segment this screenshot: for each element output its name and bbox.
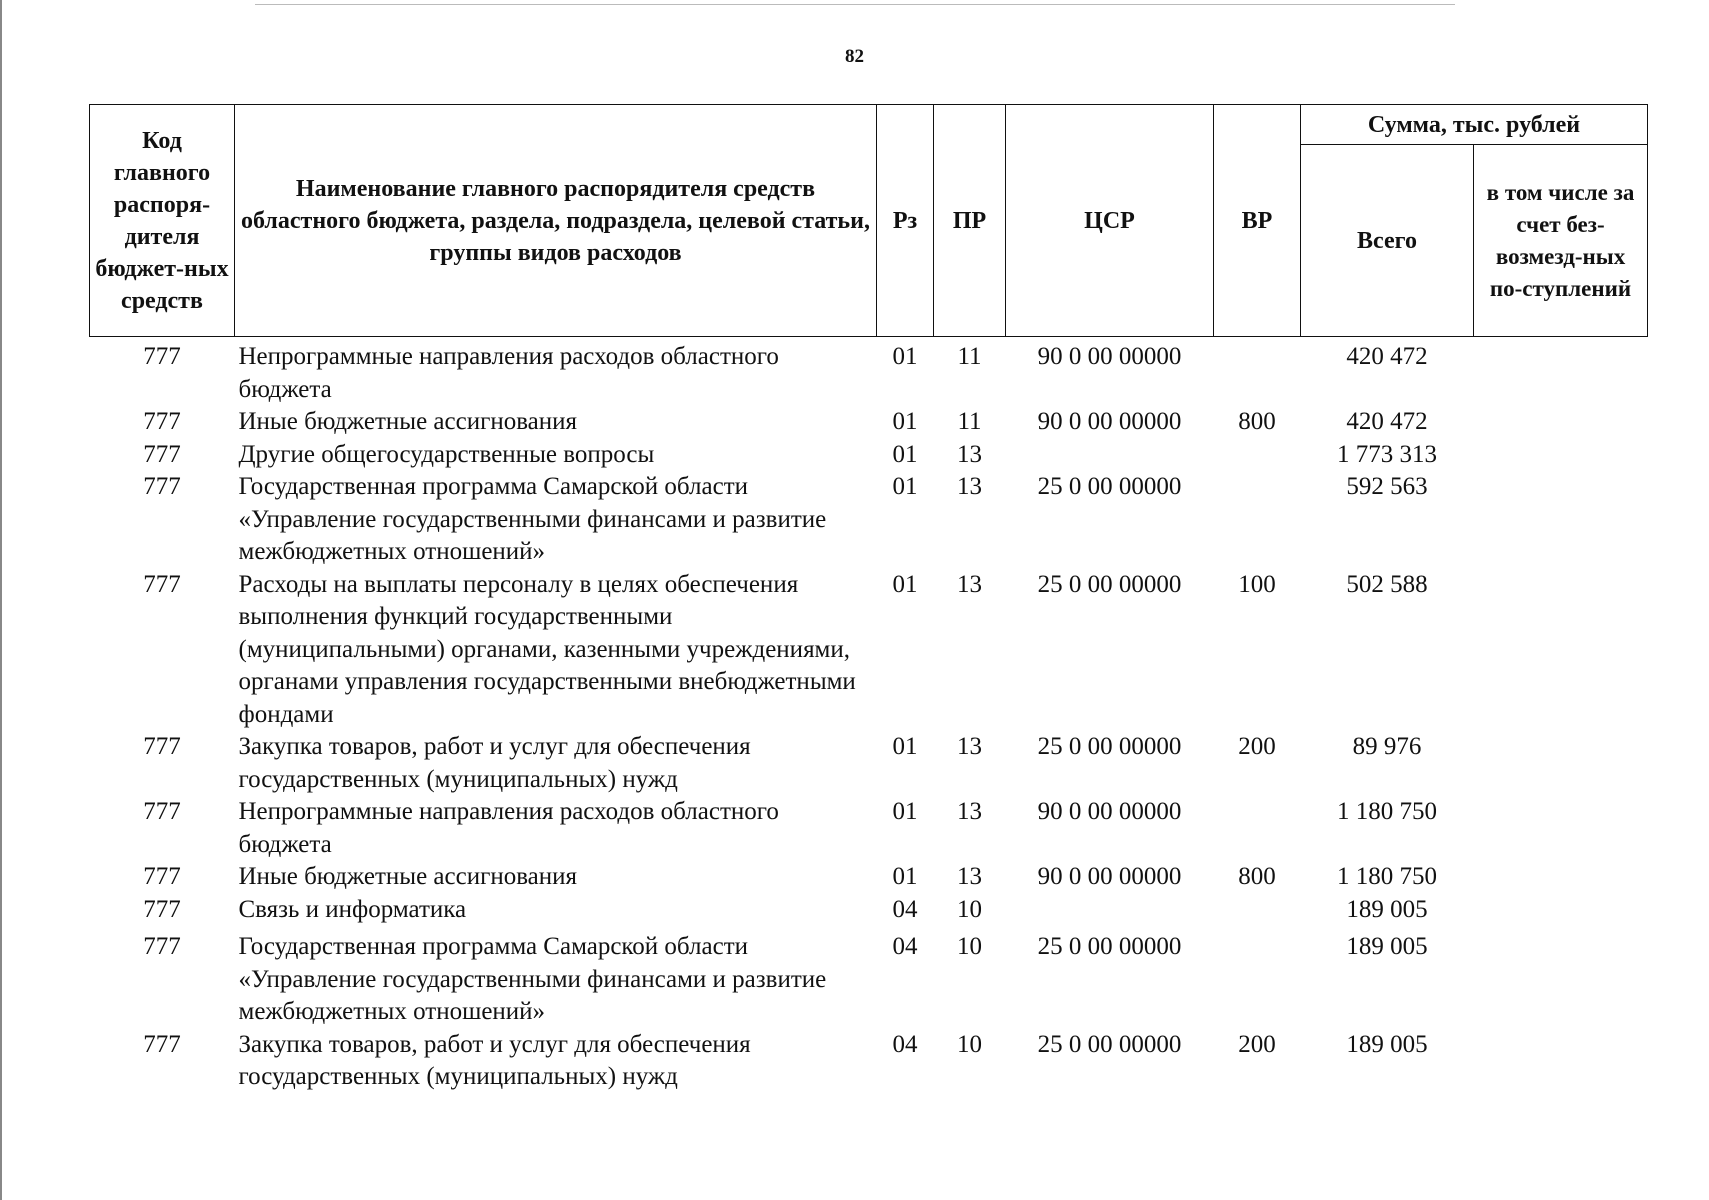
cell-csr: 25 0 00 00000: [1037, 933, 1182, 960]
cell-total: 420 472: [1346, 408, 1428, 435]
cell-grants: [1474, 894, 1648, 927]
cell-vr: [1214, 337, 1301, 407]
cell-total: 1 180 750: [1337, 798, 1437, 825]
cell-grants: [1474, 1029, 1648, 1094]
cell-total: 502 588: [1346, 570, 1428, 598]
table-row: [90, 406, 1648, 439]
cell-vr: 200: [1238, 1030, 1276, 1058]
cell-csr: 90 0 00 00000: [1037, 798, 1182, 825]
header-sum: Сумма, тыс. рублей: [1301, 105, 1648, 145]
table-row: [90, 731, 1648, 796]
cell-grants: [1474, 731, 1648, 796]
cell-name: Другие общегосударственные вопросы: [238, 440, 655, 468]
cell-total: 189 005: [1346, 1030, 1428, 1058]
cell-grants: [1474, 471, 1648, 569]
scan-edge-top: [255, 4, 1455, 5]
cell-code: 777: [143, 570, 181, 598]
cell-name: Иные бюджетные ассигнования: [238, 863, 578, 890]
cell-csr: 25 0 00 00000: [1037, 473, 1182, 500]
cell-rz: 01: [892, 733, 918, 760]
cell-grants: [1474, 861, 1648, 894]
cell-rz: 04: [892, 895, 918, 923]
cell-vr: [1214, 439, 1301, 472]
scan-edge-left: [0, 0, 2, 1200]
cell-name: Связь и информатика: [238, 895, 467, 923]
cell-csr: [1006, 894, 1214, 927]
cell-rz: 01: [892, 473, 918, 500]
cell-name: Иные бюджетные ассигнования: [238, 408, 578, 435]
cell-vr: [1214, 926, 1301, 1029]
table-row: [90, 861, 1648, 894]
cell-pr: 11: [957, 408, 982, 435]
header-rz: Рз: [877, 105, 934, 337]
table-row: [90, 337, 1648, 407]
cell-code: 777: [143, 440, 181, 468]
cell-csr: [1006, 439, 1214, 472]
cell-grants: [1474, 926, 1648, 1029]
header-vr: ВР: [1214, 105, 1301, 337]
cell-name: Непрограммные направления расходов областного бюджета: [238, 343, 779, 403]
cell-pr: 13: [957, 440, 982, 468]
cell-grants: [1474, 406, 1648, 439]
cell-rz: 01: [892, 863, 918, 890]
cell-rz: 01: [892, 440, 918, 468]
budget-table: [89, 104, 1648, 1094]
cell-pr: 13: [957, 798, 982, 825]
table-row: [90, 569, 1648, 732]
cell-code: 777: [143, 895, 181, 923]
cell-total: 420 472: [1346, 343, 1428, 370]
cell-csr: 25 0 00 00000: [1037, 1030, 1182, 1058]
cell-pr: 13: [957, 473, 982, 500]
cell-vr: [1214, 894, 1301, 927]
cell-name: Расходы на выплаты персоналу в целях обеспечения выполнения функций государственными (муниципальными) органами, казенными учреждениями, органами управления государственными внебюджетными фондами: [238, 570, 856, 728]
cell-pr: 10: [957, 895, 982, 923]
table-row: [90, 894, 1648, 927]
cell-rz: 04: [892, 933, 918, 960]
cell-name: Закупка товаров, работ и услуг для обеспечения государственных (муниципальных) нужд: [238, 1030, 751, 1090]
cell-grants: [1474, 439, 1648, 472]
header-grants: в том числе за счет без-возмезд-ных по-ступлений: [1474, 145, 1648, 337]
table-header: [90, 105, 1648, 337]
cell-grants: [1474, 796, 1648, 861]
cell-code: 777: [143, 863, 181, 890]
cell-csr: 25 0 00 00000: [1037, 733, 1182, 760]
cell-vr: 800: [1238, 408, 1276, 435]
table-body: [90, 337, 1648, 1094]
cell-vr: [1214, 471, 1301, 569]
cell-vr: [1214, 796, 1301, 861]
table-row: [90, 439, 1648, 472]
table-row: [90, 926, 1648, 1029]
cell-csr: 25 0 00 00000: [1037, 570, 1182, 598]
cell-total: 1 773 313: [1337, 440, 1437, 468]
cell-code: 777: [143, 1030, 181, 1058]
cell-code: 777: [143, 798, 181, 825]
table-row: [90, 471, 1648, 569]
cell-rz: 01: [892, 570, 918, 598]
table-row: [90, 1029, 1648, 1094]
cell-pr: 10: [957, 1030, 982, 1058]
cell-total: 189 005: [1346, 895, 1428, 923]
cell-csr: 90 0 00 00000: [1037, 343, 1182, 370]
cell-name: Закупка товаров, работ и услуг для обеспечения государственных (муниципальных) нужд: [238, 733, 751, 793]
cell-vr: 200: [1238, 733, 1276, 760]
header-csr: ЦСР: [1006, 105, 1214, 337]
cell-csr: 90 0 00 00000: [1037, 863, 1182, 890]
cell-code: 777: [143, 408, 181, 435]
cell-grants: [1474, 569, 1648, 732]
header-pr: ПР: [934, 105, 1006, 337]
cell-code: 777: [143, 473, 181, 500]
cell-vr: 100: [1238, 570, 1276, 598]
cell-rz: 01: [892, 343, 918, 370]
cell-pr: 11: [957, 343, 982, 370]
cell-total: 89 976: [1352, 733, 1422, 760]
cell-rz: 01: [892, 798, 918, 825]
table-row: [90, 796, 1648, 861]
header-code: Код главного распоря-дителя бюджет-ных средств: [90, 105, 235, 337]
cell-name: Непрограммные направления расходов областного бюджета: [238, 798, 779, 858]
cell-code: 777: [143, 733, 181, 760]
cell-rz: 04: [892, 1030, 918, 1058]
header-name: Наименование главного распорядителя средств областного бюджета, раздела, подраздела, целевой статьи, группы видов расходов: [235, 105, 877, 337]
cell-code: 777: [143, 933, 181, 960]
cell-total: 1 180 750: [1337, 863, 1437, 890]
cell-pr: 13: [957, 863, 982, 890]
cell-code: 777: [143, 343, 181, 370]
page-number: 82: [845, 46, 864, 67]
cell-csr: 90 0 00 00000: [1037, 408, 1182, 435]
cell-pr: 10: [957, 933, 982, 960]
cell-name: Государственная программа Самарской области «Управление государственными финансами и развитие межбюджетных отношений»: [238, 473, 827, 565]
cell-total: 189 005: [1346, 933, 1428, 960]
cell-name: Государственная программа Самарской области «Управление государственными финансами и развитие межбюджетных отношений»: [238, 933, 827, 1025]
header-total: Всего: [1301, 145, 1474, 337]
cell-pr: 13: [957, 570, 982, 598]
cell-rz: 01: [892, 408, 918, 435]
cell-pr: 13: [957, 733, 982, 760]
cell-total: 592 563: [1346, 473, 1428, 500]
cell-grants: [1474, 337, 1648, 407]
cell-vr: 800: [1238, 863, 1276, 890]
